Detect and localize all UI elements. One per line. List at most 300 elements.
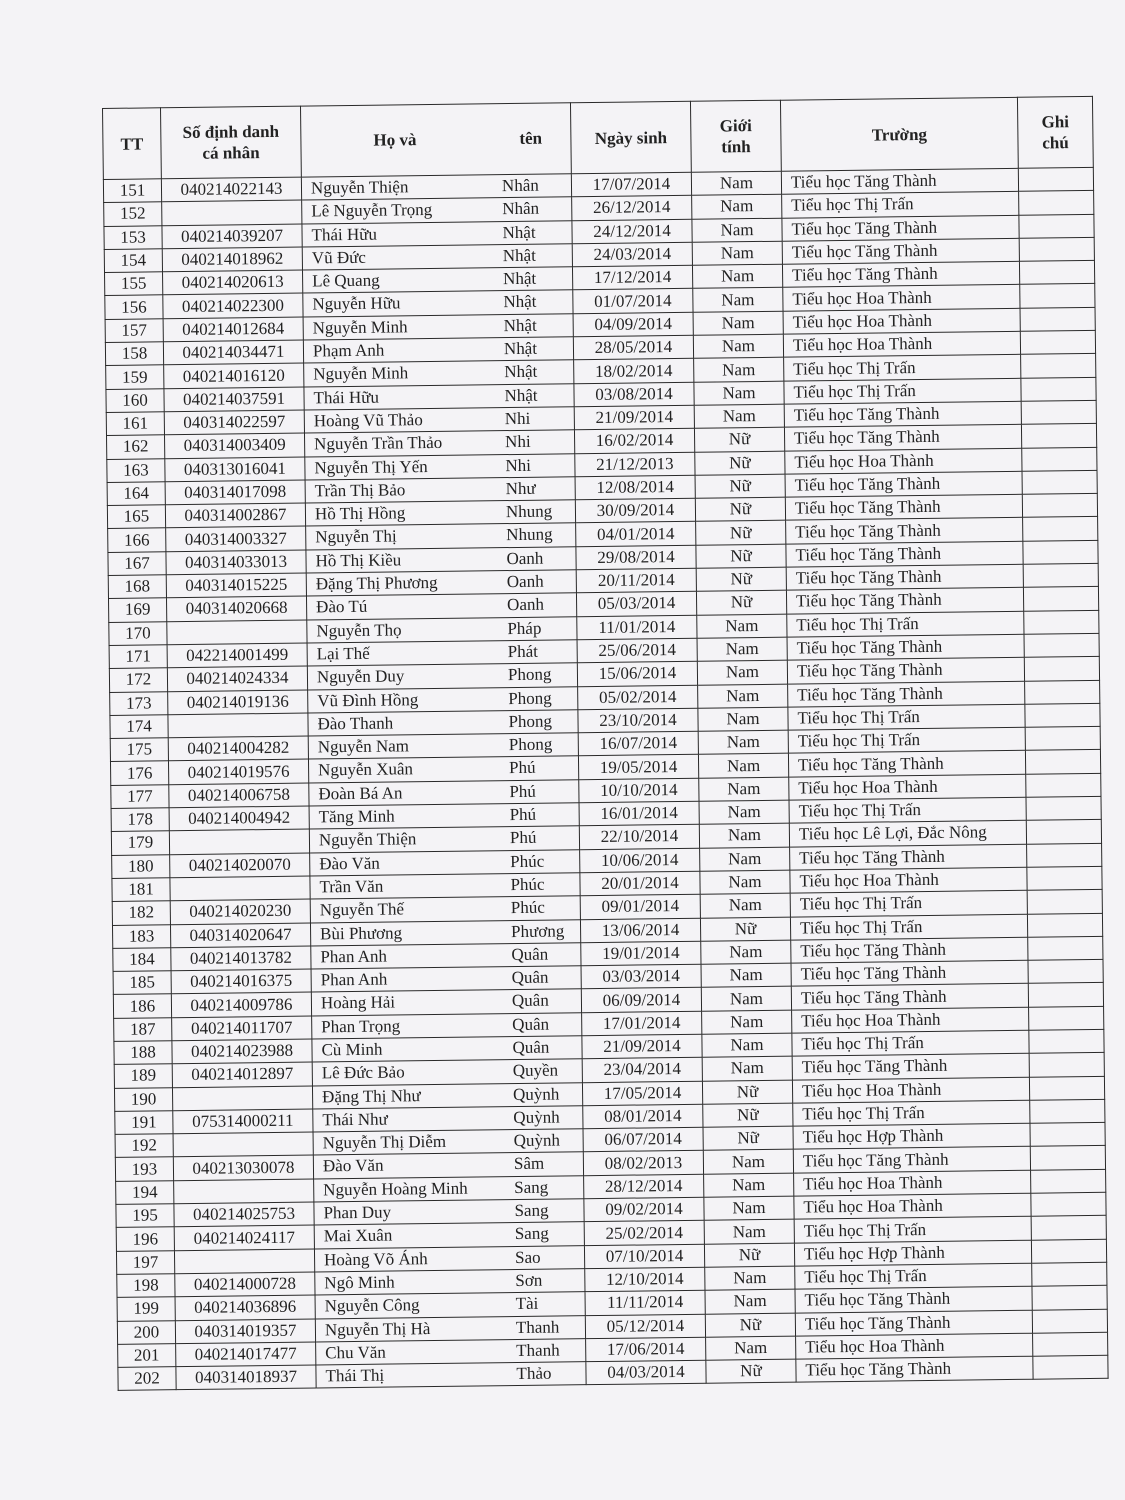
- cell-tt: 196: [116, 1227, 174, 1251]
- table-body: [103, 167, 1108, 1390]
- cell-sex: Nữ: [695, 451, 785, 475]
- header-id: [161, 106, 302, 179]
- cell-ten: Nhật: [502, 245, 536, 266]
- cell-name: [303, 314, 573, 341]
- cell-school: Tiểu học Tăng Thành: [782, 238, 1019, 264]
- cell-school: Tiểu học Hoa Thành: [796, 1333, 1033, 1359]
- cell-id: [162, 200, 302, 225]
- cell-id: 040214020070: [170, 853, 310, 878]
- header-sex: [690, 100, 781, 172]
- cell-ho: Đặng Thị Phương: [315, 572, 438, 594]
- cell-sex: Nữ: [705, 1313, 795, 1337]
- cell-school: Tiểu học Tăng Thành: [785, 471, 1022, 497]
- cell-id: [169, 829, 309, 854]
- cell-note: [1022, 447, 1097, 471]
- cell-school: Tiểu học Tăng Thành: [781, 168, 1018, 194]
- cell-id: 040214034471: [163, 340, 303, 365]
- cell-ten: Phong: [508, 734, 553, 755]
- cell-note: [1028, 959, 1103, 983]
- cell-tt: 155: [105, 272, 163, 296]
- cell-school: Tiểu học Thị Trấn: [787, 611, 1024, 637]
- cell-dob: 10/06/2014: [580, 848, 700, 873]
- cell-ten: Phú: [509, 804, 537, 825]
- cell-name: [313, 1152, 583, 1179]
- cell-tt: 184: [113, 948, 171, 972]
- cell-id: 040314003409: [164, 433, 304, 458]
- cell-school: Tiểu học Thị Trấn: [788, 704, 1025, 730]
- cell-ten: Nhật: [503, 338, 538, 359]
- cell-name: [306, 593, 576, 620]
- cell-sex: Nữ: [696, 567, 786, 591]
- cell-id: 040214006758: [169, 783, 309, 808]
- cell-name: [305, 453, 575, 480]
- cell-ho: Mai Xuân: [323, 1225, 393, 1246]
- cell-note: [1033, 1332, 1108, 1356]
- cell-tt: 165: [107, 505, 165, 529]
- cell-sex: Nam: [693, 334, 783, 358]
- cell-note: [1022, 470, 1097, 494]
- cell-id: 040214019576: [168, 759, 308, 784]
- cell-ten: Nhật: [503, 268, 537, 289]
- cell-sex: Nữ: [696, 521, 786, 545]
- cell-ten: Tài: [515, 1294, 539, 1314]
- cell-tt: 183: [112, 924, 170, 948]
- cell-dob: 06/07/2014: [583, 1127, 703, 1152]
- cell-name: [301, 174, 571, 201]
- cell-tt: 194: [116, 1180, 174, 1204]
- header-sex-line1: Giới: [719, 116, 752, 136]
- cell-note: [1020, 330, 1095, 354]
- cell-tt: 174: [110, 715, 168, 739]
- cell-id: 040214019136: [168, 690, 308, 715]
- cell-tt: 176: [110, 761, 168, 785]
- cell-ten: Thanh: [516, 1340, 560, 1360]
- cell-ho: Đào Thanh: [317, 713, 394, 734]
- cell-id: 040214039207: [162, 224, 302, 249]
- cell-note: [1027, 843, 1102, 867]
- cell-id: [173, 1132, 313, 1157]
- cell-ho: Nguyễn Thế: [319, 899, 405, 920]
- cell-dob: 13/06/2014: [580, 918, 700, 943]
- cell-dob: 16/07/2014: [578, 731, 698, 756]
- cell-dob: 05/02/2014: [578, 685, 698, 710]
- cell-sex: Nữ: [703, 1103, 793, 1127]
- cell-ten: Phong: [508, 711, 553, 731]
- cell-sex: Nữ: [695, 497, 785, 521]
- cell-name: [306, 546, 576, 573]
- cell-dob: 28/05/2014: [573, 335, 693, 360]
- cell-note: [1023, 563, 1098, 587]
- cell-name: [302, 244, 572, 271]
- header-id-line1: Số định danh: [182, 121, 280, 143]
- cell-ho: Thái Hữu: [311, 224, 378, 245]
- cell-note: [1022, 494, 1097, 518]
- cell-sex: Nam: [705, 1266, 795, 1290]
- cell-dob: 17/01/2014: [582, 1011, 702, 1036]
- cell-ten: Nhật: [504, 362, 538, 382]
- cell-note: [1031, 1192, 1106, 1216]
- cell-sex: Nam: [697, 660, 787, 684]
- cell-ho: Lại Thế: [316, 643, 370, 664]
- cell-note: [1031, 1169, 1106, 1193]
- header-note-line2: chú: [1042, 133, 1069, 153]
- cell-school: Tiểu học Hoa Thành: [790, 867, 1027, 893]
- cell-ho: Nguyễn Thị Yến: [314, 456, 428, 477]
- cell-ten: Như: [505, 478, 536, 498]
- cell-tt: 198: [117, 1274, 175, 1298]
- cell-id: 042214001499: [167, 643, 307, 668]
- cell-id: 040214004942: [169, 806, 309, 831]
- cell-ten: Quỳnh: [512, 1084, 560, 1104]
- cell-sex: Nam: [704, 1196, 794, 1220]
- cell-dob: 19/01/2014: [581, 941, 701, 966]
- cell-school: Tiểu học Tăng Thành: [782, 261, 1019, 287]
- cell-ten: Quân: [511, 990, 549, 1011]
- cell-ten: Quân: [512, 1037, 550, 1058]
- cell-ten: Phương: [510, 920, 565, 941]
- cell-ho: Nguyễn Trần Thảo: [314, 433, 443, 454]
- cell-sex: Nam: [700, 893, 790, 917]
- cell-dob: 12/10/2014: [585, 1267, 705, 1292]
- cell-id: 040214036896: [175, 1295, 315, 1320]
- cell-id: [170, 876, 310, 901]
- cell-ho: Ngô Minh: [324, 1272, 395, 1293]
- cell-school: Tiểu học Thị Trấn: [789, 797, 1026, 823]
- cell-note: [1031, 1216, 1106, 1240]
- cell-ho: Lê Nguyễn Trọng: [311, 200, 433, 221]
- cell-tt: 153: [104, 225, 162, 249]
- cell-ho: Chu Văn: [325, 1342, 386, 1363]
- cell-sex: Nam: [698, 707, 788, 731]
- cell-sex: Nữ: [695, 474, 785, 498]
- cell-school: Tiểu học Thị Trấn: [782, 192, 1019, 218]
- cell-school: Tiểu học Tăng Thành: [795, 1286, 1032, 1312]
- cell-school: Tiểu học Thị Trấn: [793, 1100, 1030, 1126]
- cell-note: [1018, 167, 1093, 191]
- header-tt: TT: [103, 108, 162, 180]
- cell-school: Tiểu học Hợp Thành: [794, 1240, 1031, 1266]
- cell-name: [311, 989, 581, 1016]
- cell-ten: Sâm: [513, 1154, 545, 1174]
- cell-dob: 09/02/2014: [584, 1197, 704, 1222]
- cell-sex: Nữ: [702, 1080, 792, 1104]
- cell-name: [312, 1082, 582, 1109]
- cell-ten: Thảo: [516, 1363, 552, 1384]
- cell-id: 040214020613: [163, 270, 303, 295]
- cell-note: [1027, 866, 1102, 890]
- cell-ho: Trần Thị Bảo: [314, 480, 406, 501]
- cell-name: [306, 523, 576, 550]
- cell-tt: 168: [108, 575, 166, 599]
- cell-name: [302, 267, 572, 294]
- cell-school: Tiểu học Tăng Thành: [786, 518, 1023, 544]
- cell-id: 040214025753: [174, 1202, 314, 1227]
- cell-ten: Sang: [514, 1177, 549, 1197]
- cell-ho: Lê Đức Bảo: [321, 1062, 405, 1083]
- cell-sex: Nam: [699, 777, 789, 801]
- cell-school: Tiểu học Tăng Thành: [786, 588, 1023, 614]
- cell-dob: 06/09/2014: [581, 988, 701, 1013]
- cell-sex: Nữ: [700, 917, 790, 941]
- cell-dob: 01/07/2014: [573, 289, 693, 314]
- cell-ten: Sơn: [515, 1270, 543, 1290]
- cell-ho: Hoàng Hải: [320, 992, 396, 1013]
- cell-sex: Nữ: [694, 427, 784, 451]
- cell-tt: 169: [108, 598, 166, 622]
- cell-name: [310, 849, 580, 876]
- cell-dob: 17/06/2014: [586, 1337, 706, 1362]
- cell-tt: 190: [114, 1087, 172, 1111]
- cell-name: [309, 803, 579, 830]
- cell-ten: Pháp: [507, 618, 542, 638]
- cell-tt: 192: [115, 1134, 173, 1158]
- cell-dob: 25/02/2014: [584, 1221, 704, 1246]
- cell-tt: 159: [106, 365, 164, 389]
- cell-school: Tiểu học Hoa Thành: [783, 308, 1020, 334]
- cell-id: [174, 1249, 314, 1274]
- cell-dob: 03/08/2014: [574, 382, 694, 407]
- cell-note: [1025, 726, 1100, 750]
- cell-ho: Hoàng Võ Ánh: [323, 1248, 428, 1270]
- cell-ho: Phan Anh: [320, 969, 388, 990]
- cell-school: Tiểu học Thị Trấn: [788, 727, 1025, 753]
- cell-note: [1025, 750, 1100, 774]
- cell-tt: 151: [103, 179, 161, 203]
- cell-ten: Quân: [511, 944, 549, 964]
- cell-sex: Nam: [700, 870, 790, 894]
- cell-dob: 20/01/2014: [580, 871, 700, 896]
- cell-id: 040314020647: [170, 923, 310, 948]
- cell-tt: 157: [105, 319, 163, 343]
- cell-dob: 08/01/2014: [583, 1104, 703, 1129]
- cell-ho: Đặng Thị Như: [321, 1085, 421, 1106]
- header-id-line2: cá nhân: [202, 143, 260, 163]
- cell-school: Tiểu học Tăng Thành: [784, 425, 1021, 451]
- cell-school: Tiểu học Thị Trấn: [792, 1030, 1029, 1056]
- cell-dob: 29/08/2014: [576, 545, 696, 570]
- cell-tt: 181: [112, 878, 170, 902]
- header-sex-line2: tính: [721, 137, 751, 157]
- cell-school: Tiểu học Hoa Thành: [783, 331, 1020, 357]
- cell-school: Tiểu học Tăng Thành: [782, 215, 1019, 241]
- cell-tt: 193: [115, 1157, 173, 1181]
- cell-ho: Vũ Đình Hồng: [317, 689, 419, 710]
- cell-tt: 201: [118, 1344, 176, 1368]
- cell-ho: Thái Như: [322, 1109, 388, 1130]
- cell-ho: Nguyễn Thiện: [318, 829, 417, 850]
- cell-tt: 185: [113, 971, 171, 995]
- cell-school: Tiểu học Thị Trấn: [790, 914, 1027, 940]
- cell-dob: 21/09/2014: [582, 1034, 702, 1059]
- cell-name: [314, 1245, 584, 1272]
- header-ten: tên: [519, 128, 543, 148]
- cell-note: [1032, 1262, 1107, 1286]
- cell-note: [1021, 377, 1096, 401]
- cell-sex: Nam: [692, 195, 782, 219]
- cell-ho: Nguyễn Xuân: [317, 759, 414, 780]
- cell-name: [309, 826, 579, 853]
- cell-name: [304, 407, 574, 434]
- header-name: [300, 103, 571, 177]
- cell-tt: 197: [116, 1250, 174, 1274]
- cell-id: 040214012684: [163, 317, 303, 342]
- cell-school: Tiểu học Tăng Thành: [788, 681, 1025, 707]
- cell-tt: 154: [104, 249, 162, 273]
- cell-note: [1029, 1053, 1104, 1077]
- cell-ten: Quỳnh: [513, 1130, 561, 1151]
- cell-ten: Nhung: [505, 501, 553, 522]
- cell-note: [1020, 284, 1095, 308]
- cell-sex: Nam: [699, 823, 789, 847]
- cell-name: [306, 570, 576, 597]
- cell-ten: Quỳnh: [513, 1107, 560, 1127]
- cell-name: [310, 896, 580, 923]
- cell-ten: Nhật: [503, 292, 537, 312]
- cell-dob: 23/10/2014: [578, 708, 698, 733]
- cell-dob: 04/01/2014: [576, 522, 696, 547]
- cell-id: 040214012897: [172, 1062, 312, 1087]
- cell-dob: 17/07/2014: [571, 172, 691, 197]
- cell-ho: Phan Trọng: [321, 1016, 401, 1037]
- cell-name: [312, 1012, 582, 1039]
- cell-ho: Lê Quang: [312, 270, 380, 291]
- cell-note: [1023, 540, 1098, 564]
- cell-school: Tiểu học Tăng Thành: [785, 494, 1022, 520]
- cell-note: [1024, 633, 1099, 657]
- cell-ten: Phúc: [510, 851, 545, 871]
- cell-dob: 23/04/2014: [582, 1058, 702, 1083]
- cell-note: [1021, 400, 1096, 424]
- cell-name: [314, 1199, 584, 1226]
- cell-ten: Thanh: [515, 1317, 560, 1337]
- cell-ho: Thái Thị: [325, 1365, 385, 1386]
- cell-name: [302, 220, 572, 247]
- cell-note: [1029, 1076, 1104, 1100]
- header-row: [103, 96, 1094, 179]
- cell-dob: 18/02/2014: [574, 359, 694, 384]
- cell-dob: 09/01/2014: [580, 894, 700, 919]
- cell-ten: Sang: [514, 1200, 549, 1221]
- cell-id: 040214037591: [164, 387, 304, 412]
- cell-ho: Nguyễn Nam: [317, 736, 410, 757]
- cell-id: 040214013782: [171, 946, 311, 971]
- cell-ho: Tăng Minh: [318, 806, 395, 827]
- cell-sex: Nam: [698, 730, 788, 754]
- cell-name: [316, 1362, 586, 1389]
- cell-id: 040214020230: [170, 899, 310, 924]
- cell-note: [1027, 890, 1102, 914]
- cell-id: 040214004282: [168, 736, 308, 761]
- cell-name: [313, 1129, 583, 1156]
- cell-ho: Phan Anh: [320, 946, 388, 967]
- cell-name: [307, 616, 577, 643]
- cell-ho: Hồ Thị Hồng: [314, 503, 406, 524]
- cell-school: Tiểu học Hoa Thành: [783, 285, 1020, 311]
- cell-ho: Vũ Đức: [311, 247, 367, 268]
- cell-ten: Phát: [507, 641, 539, 662]
- cell-tt: 195: [116, 1204, 174, 1228]
- cell-school: Tiểu học Tăng Thành: [784, 401, 1021, 427]
- cell-tt: 182: [112, 901, 170, 925]
- cell-tt: 158: [105, 342, 163, 366]
- cell-school: Tiểu học Tăng Thành: [791, 960, 1028, 986]
- cell-name: [307, 663, 577, 690]
- cell-dob: 17/05/2014: [582, 1081, 702, 1106]
- cell-tt: 160: [106, 388, 164, 412]
- cell-name: [311, 943, 581, 970]
- cell-sex: Nam: [704, 1219, 794, 1243]
- cell-id: 040214018962: [162, 247, 302, 272]
- cell-dob: 28/12/2014: [584, 1174, 704, 1199]
- cell-name: [303, 290, 573, 317]
- cell-dob: 21/09/2014: [574, 405, 694, 430]
- cell-sex: Nam: [704, 1173, 794, 1197]
- cell-dob: 15/06/2014: [577, 662, 697, 687]
- cell-ten: Nhung: [506, 524, 553, 545]
- cell-tt: 202: [118, 1367, 176, 1391]
- cell-note: [1023, 517, 1098, 541]
- cell-ten: Quân: [511, 967, 549, 988]
- cell-name: [307, 640, 577, 667]
- cell-ho: Nguyễn Minh: [312, 317, 408, 338]
- cell-dob: 25/06/2014: [577, 638, 697, 663]
- cell-id: 040314017098: [165, 480, 305, 505]
- cell-dob: 21/12/2013: [575, 452, 695, 477]
- cell-id: 040314020668: [166, 596, 306, 621]
- cell-dob: 19/05/2014: [578, 755, 698, 780]
- cell-ten: Nhật: [503, 315, 537, 335]
- header-note: [1017, 96, 1093, 168]
- cell-sex: Nam: [706, 1336, 796, 1360]
- cell-note: [1026, 773, 1101, 797]
- cell-school: Tiểu học Tăng Thành: [786, 541, 1023, 567]
- cell-ten: Phong: [508, 688, 552, 708]
- header-ho-va: Họ và: [373, 130, 417, 150]
- cell-id: 040314019357: [175, 1319, 315, 1344]
- cell-note: [1027, 913, 1102, 937]
- cell-dob: 24/12/2014: [572, 219, 692, 244]
- cell-id: [167, 620, 307, 645]
- cell-tt: 161: [106, 412, 164, 436]
- cell-name: [309, 779, 579, 806]
- cell-name: [304, 430, 574, 457]
- cell-dob: 05/12/2014: [585, 1314, 705, 1339]
- cell-note: [1031, 1239, 1106, 1263]
- cell-id: 040214024334: [167, 666, 307, 691]
- cell-dob: 30/09/2014: [575, 498, 695, 523]
- cell-school: Tiểu học Hoa Thành: [785, 448, 1022, 474]
- cell-ten: Quân: [512, 1014, 550, 1034]
- cell-ho: Phạm Anh: [312, 340, 385, 361]
- cell-id: 040314033013: [166, 550, 306, 575]
- cell-ten: Nhi: [505, 455, 532, 475]
- cell-tt: 189: [114, 1064, 172, 1088]
- cell-tt: 191: [115, 1111, 173, 1135]
- cell-id: 040314003327: [166, 526, 306, 551]
- cell-id: 075314000211: [173, 1109, 313, 1134]
- cell-school: Tiểu học Tăng Thành: [796, 1356, 1033, 1382]
- cell-note: [1033, 1355, 1108, 1379]
- cell-tt: 177: [111, 784, 169, 808]
- cell-note: [1019, 191, 1094, 215]
- cell-tt: 200: [117, 1320, 175, 1344]
- cell-ho: Cù Minh: [321, 1039, 383, 1060]
- cell-sex: Nam: [694, 381, 784, 405]
- cell-id: 040214023988: [172, 1039, 312, 1064]
- cell-id: [168, 713, 308, 738]
- cell-sex: Nam: [697, 614, 787, 638]
- cell-school: Tiểu học Hoa Thành: [794, 1193, 1031, 1219]
